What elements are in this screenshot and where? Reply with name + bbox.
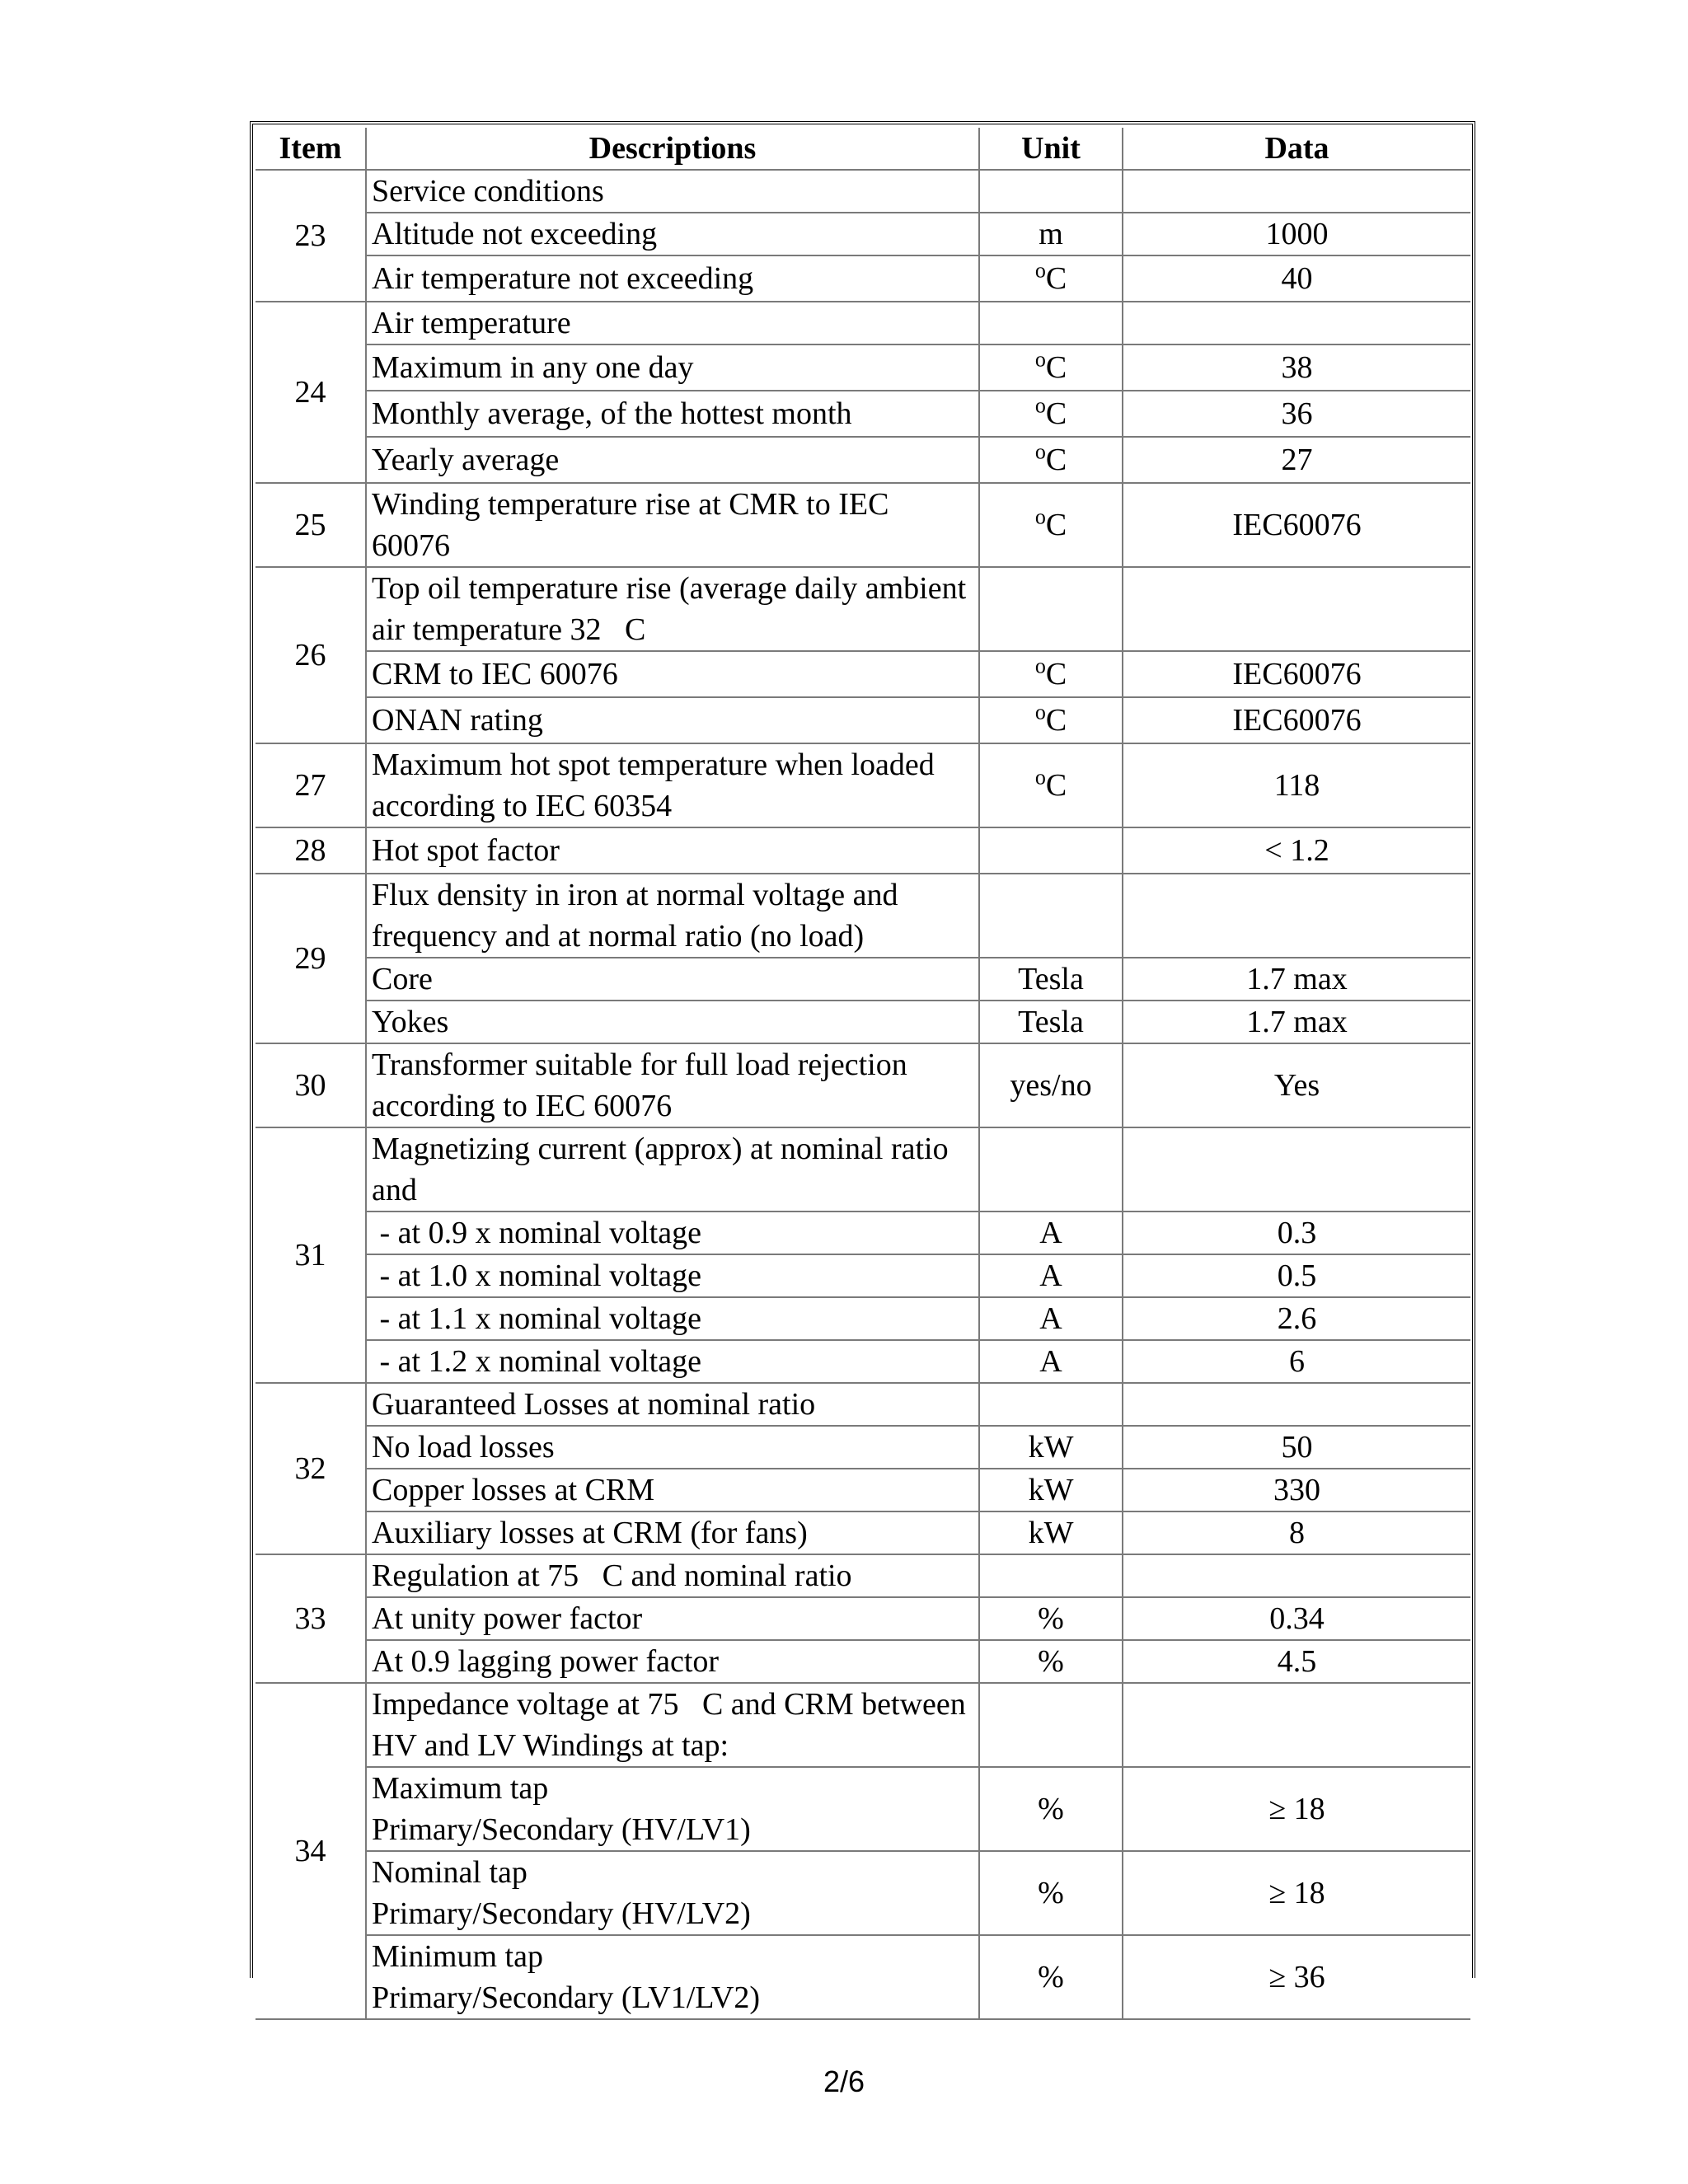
item-number: 24 bbox=[256, 302, 366, 483]
row-unit: m bbox=[979, 213, 1123, 255]
row-data: 36 bbox=[1123, 391, 1470, 437]
row-description: Impedance voltage at 75 C and CRM between HV and LV Windings at tap: bbox=[366, 1683, 979, 1767]
table-row bbox=[256, 1683, 1470, 1767]
item-number: 30 bbox=[256, 1043, 366, 1127]
table-row bbox=[256, 1597, 1470, 1640]
row-data: 1000 bbox=[1123, 213, 1470, 255]
row-description: CRM to IEC 60076 bbox=[366, 651, 979, 697]
row-description: Core bbox=[366, 958, 979, 1001]
table-row bbox=[256, 1297, 1470, 1340]
header-data: Data bbox=[1123, 128, 1470, 170]
row-unit: $^o$C bbox=[979, 483, 1123, 567]
row-unit: % bbox=[979, 1597, 1123, 1640]
row-data bbox=[1123, 1383, 1470, 1426]
row-data: IEC60076 bbox=[1123, 697, 1470, 743]
row-description: Top oil temperature rise (average daily ambient air temperature 32 C bbox=[366, 567, 979, 651]
table-body bbox=[256, 170, 1470, 2019]
item-number: 23 bbox=[256, 170, 366, 302]
table-row bbox=[256, 302, 1470, 344]
row-description: Nominal tap Primary/Secondary (HV/LV2) bbox=[366, 1851, 979, 1935]
header-descriptions: Descriptions bbox=[366, 128, 979, 170]
row-unit: A bbox=[979, 1212, 1123, 1254]
row-description: Yokes bbox=[366, 1001, 979, 1043]
table-row bbox=[256, 743, 1470, 827]
row-data: 330 bbox=[1123, 1469, 1470, 1511]
row-data: 0.34 bbox=[1123, 1597, 1470, 1640]
row-data bbox=[1123, 567, 1470, 651]
row-unit bbox=[979, 874, 1123, 958]
table-row bbox=[256, 1127, 1470, 1212]
table-row bbox=[256, 1851, 1470, 1935]
row-unit bbox=[979, 302, 1123, 344]
table-row bbox=[256, 1767, 1470, 1851]
table-row bbox=[256, 827, 1470, 874]
row-description: Winding temperature rise at CMR to IEC 60076 bbox=[366, 483, 979, 567]
row-unit: $^o$C bbox=[979, 743, 1123, 827]
table-row bbox=[256, 1001, 1470, 1043]
row-data: ≥ 18 bbox=[1123, 1767, 1470, 1851]
row-description: Magnetizing current (approx) at nominal ratio and bbox=[366, 1127, 979, 1212]
row-data: IEC60076 bbox=[1123, 483, 1470, 567]
row-data: 2.6 bbox=[1123, 1297, 1470, 1340]
degree-superscript: o bbox=[1034, 347, 1046, 372]
row-data: 118 bbox=[1123, 743, 1470, 827]
table-row bbox=[256, 1043, 1470, 1127]
table-row bbox=[256, 958, 1470, 1001]
row-description: Maximum in any one day bbox=[366, 344, 979, 391]
row-description: Monthly average, of the hottest month bbox=[366, 391, 979, 437]
row-data: 0.5 bbox=[1123, 1254, 1470, 1297]
row-unit: A bbox=[979, 1254, 1123, 1297]
row-unit bbox=[979, 1127, 1123, 1212]
header-item: Item bbox=[256, 128, 366, 170]
header-unit: Unit bbox=[979, 128, 1123, 170]
table-row bbox=[256, 697, 1470, 743]
row-unit bbox=[979, 567, 1123, 651]
row-data: 1.7 max bbox=[1123, 958, 1470, 1001]
row-description: At unity power factor bbox=[366, 1597, 979, 1640]
row-data bbox=[1123, 1683, 1470, 1767]
degree-superscript: o bbox=[1034, 393, 1046, 418]
item-number: 34 bbox=[256, 1683, 366, 2019]
row-unit: Tesla bbox=[979, 958, 1123, 1001]
row-description: Flux density in iron at normal voltage and frequency and at normal ratio (no load) bbox=[366, 874, 979, 958]
table-row bbox=[256, 1469, 1470, 1511]
row-description: Guaranteed Losses at nominal ratio bbox=[366, 1383, 979, 1426]
row-unit: % bbox=[979, 1767, 1123, 1851]
row-unit bbox=[979, 827, 1123, 874]
row-description: Maximum tap Primary/Secondary (HV/LV1) bbox=[366, 1767, 979, 1851]
row-unit: Tesla bbox=[979, 1001, 1123, 1043]
row-unit: A bbox=[979, 1340, 1123, 1383]
row-data: 0.3 bbox=[1123, 1212, 1470, 1254]
row-data: 50 bbox=[1123, 1426, 1470, 1469]
row-description: Altitude not exceeding bbox=[366, 213, 979, 255]
table-row bbox=[256, 213, 1470, 255]
row-unit bbox=[979, 1683, 1123, 1767]
row-unit: % bbox=[979, 1851, 1123, 1935]
row-unit: $^o$C bbox=[979, 437, 1123, 483]
table-row bbox=[256, 1426, 1470, 1469]
row-data: 4.5 bbox=[1123, 1640, 1470, 1683]
item-number: 25 bbox=[256, 483, 366, 567]
row-description: ONAN rating bbox=[366, 697, 979, 743]
row-description: At 0.9 lagging power factor bbox=[366, 1640, 979, 1683]
row-unit: $^o$C bbox=[979, 697, 1123, 743]
row-description: Hot spot factor bbox=[366, 827, 979, 874]
row-data: 8 bbox=[1123, 1511, 1470, 1554]
degree-superscript: o bbox=[1034, 504, 1046, 529]
degree-superscript: o bbox=[1034, 654, 1046, 678]
degree-superscript: o bbox=[1034, 439, 1046, 464]
row-description: Copper losses at CRM bbox=[366, 1469, 979, 1511]
row-unit bbox=[979, 1554, 1123, 1597]
table-row bbox=[256, 1212, 1470, 1254]
row-data: < 1.2 bbox=[1123, 827, 1470, 874]
item-number: 27 bbox=[256, 743, 366, 827]
row-unit: kW bbox=[979, 1511, 1123, 1554]
row-data bbox=[1123, 1127, 1470, 1212]
specification-table bbox=[256, 128, 1470, 2020]
row-data: 38 bbox=[1123, 344, 1470, 391]
table-row bbox=[256, 651, 1470, 697]
table-row bbox=[256, 1383, 1470, 1426]
table-row bbox=[256, 1554, 1470, 1597]
row-data: 27 bbox=[1123, 437, 1470, 483]
row-unit: $^o$C bbox=[979, 344, 1123, 391]
row-data: 1.7 max bbox=[1123, 1001, 1470, 1043]
degree-superscript: o bbox=[1034, 700, 1046, 724]
page-number: 2/6 bbox=[823, 2064, 865, 2098]
table-row bbox=[256, 1935, 1470, 2019]
row-description: Transformer suitable for full load rejection according to IEC 60076 bbox=[366, 1043, 979, 1127]
item-number: 29 bbox=[256, 874, 366, 1043]
table-row bbox=[256, 483, 1470, 567]
table-row bbox=[256, 255, 1470, 302]
row-unit bbox=[979, 170, 1123, 213]
row-data bbox=[1123, 874, 1470, 958]
row-description: - at 0.9 x nominal voltage bbox=[366, 1212, 979, 1254]
row-data bbox=[1123, 1554, 1470, 1597]
item-number: 31 bbox=[256, 1127, 366, 1383]
table-row bbox=[256, 1340, 1470, 1383]
row-description: Air temperature not exceeding bbox=[366, 255, 979, 302]
row-description: - at 1.1 x nominal voltage bbox=[366, 1297, 979, 1340]
row-data: 40 bbox=[1123, 255, 1470, 302]
row-unit: kW bbox=[979, 1469, 1123, 1511]
table-row bbox=[256, 170, 1470, 213]
row-unit: % bbox=[979, 1935, 1123, 2019]
table-row bbox=[256, 437, 1470, 483]
table-row bbox=[256, 874, 1470, 958]
degree-superscript: o bbox=[1034, 765, 1046, 790]
table-row bbox=[256, 1254, 1470, 1297]
row-description: - at 1.2 x nominal voltage bbox=[366, 1340, 979, 1383]
row-unit: $^o$C bbox=[979, 651, 1123, 697]
degree-superscript: o bbox=[1034, 258, 1046, 283]
row-data: ≥ 18 bbox=[1123, 1851, 1470, 1935]
table-row bbox=[256, 1640, 1470, 1683]
table-row bbox=[256, 391, 1470, 437]
table-header-row bbox=[256, 128, 1470, 170]
row-data: ≥ 36 bbox=[1123, 1935, 1470, 2019]
row-data: 6 bbox=[1123, 1340, 1470, 1383]
row-description: No load losses bbox=[366, 1426, 979, 1469]
row-unit: $^o$C bbox=[979, 255, 1123, 302]
item-number: 33 bbox=[256, 1554, 366, 1683]
row-unit: % bbox=[979, 1640, 1123, 1683]
item-number: 26 bbox=[256, 567, 366, 743]
row-data: Yes bbox=[1123, 1043, 1470, 1127]
row-description: Yearly average bbox=[366, 437, 979, 483]
row-data bbox=[1123, 170, 1470, 213]
row-description: Service conditions bbox=[366, 170, 979, 213]
row-data bbox=[1123, 302, 1470, 344]
row-description: Regulation at 75 C and nominal ratio bbox=[366, 1554, 979, 1597]
row-description: Air temperature bbox=[366, 302, 979, 344]
row-unit: kW bbox=[979, 1426, 1123, 1469]
row-unit: A bbox=[979, 1297, 1123, 1340]
row-unit bbox=[979, 1383, 1123, 1426]
row-unit: yes/no bbox=[979, 1043, 1123, 1127]
table-row bbox=[256, 1511, 1470, 1554]
row-description: Auxiliary losses at CRM (for fans) bbox=[366, 1511, 979, 1554]
item-number: 32 bbox=[256, 1383, 366, 1554]
table-row bbox=[256, 344, 1470, 391]
row-data: IEC60076 bbox=[1123, 651, 1470, 697]
row-description: Minimum tap Primary/Secondary (LV1/LV2) bbox=[366, 1935, 979, 2019]
table-row bbox=[256, 567, 1470, 651]
row-unit: $^o$C bbox=[979, 391, 1123, 437]
item-number: 28 bbox=[256, 827, 366, 874]
row-description: Maximum hot spot temperature when loaded according to IEC 60354 bbox=[366, 743, 979, 827]
row-description: - at 1.0 x nominal voltage bbox=[366, 1254, 979, 1297]
